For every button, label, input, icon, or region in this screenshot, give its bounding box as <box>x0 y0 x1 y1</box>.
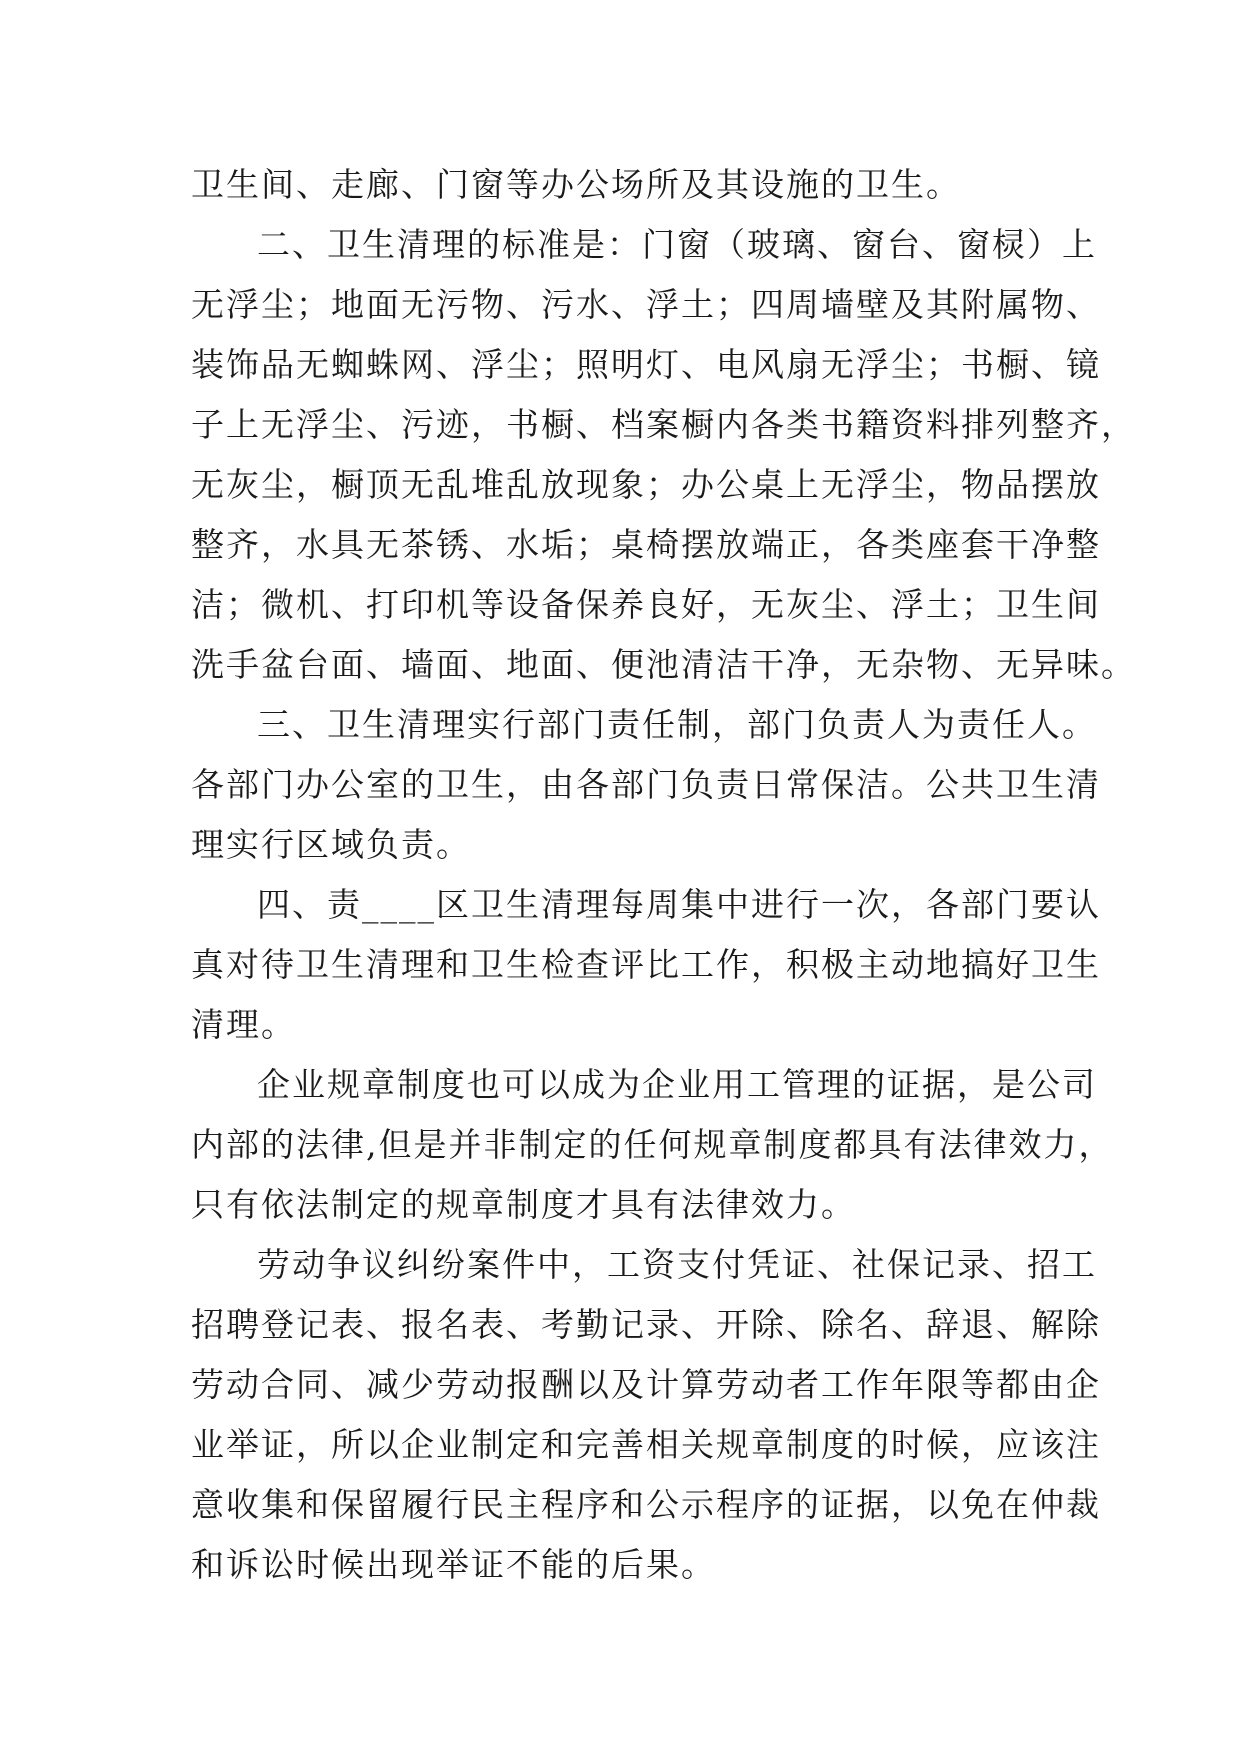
text-line: 只有依法制定的规章制度才具有法律效力。 <box>191 1185 856 1224</box>
text-line: 和诉讼时候出现举证不能的后果。 <box>191 1545 716 1584</box>
text-line: 劳动合同、减少劳动报酬以及计算劳动者工作年限等都由企 <box>191 1365 1101 1404</box>
text-line: 四、责____区卫生清理每周集中进行一次，各部门要认 <box>257 885 1101 924</box>
text-line: 业举证，所以企业制定和完善相关规章制度的时候，应该注 <box>191 1425 1101 1464</box>
text-line: 劳动争议纠纷案件中，工资支付凭证、社保记录、招工 <box>257 1245 1097 1284</box>
text-line: 洗手盆台面、墙面、地面、便池清洁干净，无杂物、无异味。 <box>191 645 1136 684</box>
text-line: 装饰品无蜘蛛网、浮尘；照明灯、电风扇无浮尘；书橱、镜 <box>191 345 1101 384</box>
text-line: 卫生间、走廊、门窗等办公场所及其设施的卫生。 <box>191 165 961 204</box>
text-line: 整齐，水具无茶锈、水垢；桌椅摆放端正，各类座套干净整 <box>191 525 1101 564</box>
text-line: 各部门办公室的卫生，由各部门负责日常保洁。公共卫生清 <box>191 765 1101 804</box>
text-line: 意收集和保留履行民主程序和公示程序的证据，以免在仲裁 <box>191 1485 1101 1524</box>
text-line: 无灰尘，橱顶无乱堆乱放现象；办公桌上无浮尘，物品摆放 <box>191 465 1101 504</box>
text-line: 二、卫生清理的标准是：门窗（玻璃、窗台、窗棂）上 <box>257 225 1097 264</box>
text-line: 理实行区域负责。 <box>191 825 471 864</box>
text-line: 内部的法律,但是并非制定的任何规章制度都具有法律效力， <box>191 1125 1114 1164</box>
text-line: 洁；微机、打印机等设备保养良好，无灰尘、浮土；卫生间 <box>191 585 1101 624</box>
text-line: 子上无浮尘、污迹，书橱、档案橱内各类书籍资料排列整齐， <box>191 405 1136 444</box>
text-line: 招聘登记表、报名表、考勤记录、开除、除名、辞退、解除 <box>191 1305 1101 1344</box>
text-line: 企业规章制度也可以成为企业用工管理的证据，是公司 <box>257 1065 1097 1104</box>
text-line: 三、卫生清理实行部门责任制，部门负责人为责任人。 <box>257 705 1097 744</box>
text-line: 真对待卫生清理和卫生检查评比工作，积极主动地搞好卫生 <box>191 945 1101 984</box>
document-body <box>191 155 1136 1595</box>
text-line: 清理。 <box>191 1005 296 1044</box>
text-line: 无浮尘；地面无污物、污水、浮土；四周墙壁及其附属物、 <box>191 285 1101 324</box>
